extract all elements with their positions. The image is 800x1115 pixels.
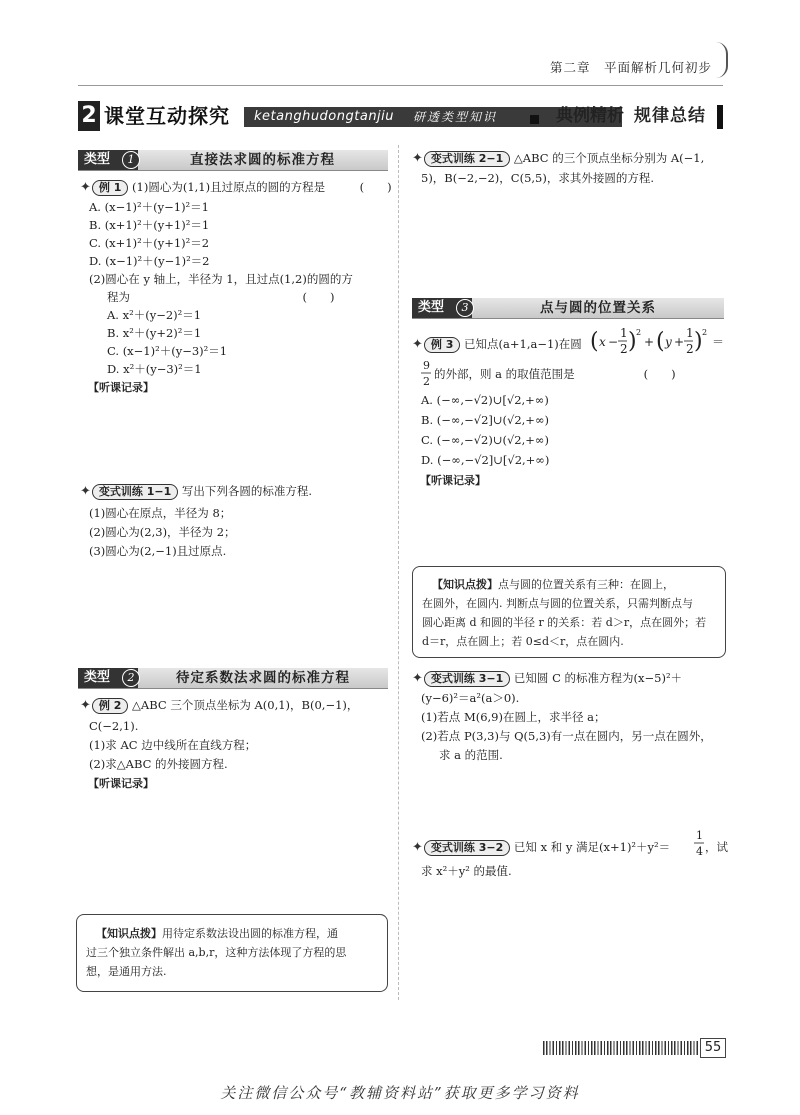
training21-tag: 变式训练 2−1 — [424, 151, 510, 167]
star-icon: ✦ — [80, 180, 91, 195]
example3-option-a: A. (−∞,−√2)∪[√2,+∞) — [421, 393, 549, 407]
example3-tag: 例 3 — [424, 337, 460, 353]
example2-line3: (1)求 AC 边中线所在直线方程； — [89, 738, 257, 752]
svg-text:(: ( — [590, 329, 599, 354]
star-icon: ✦ — [412, 151, 423, 166]
example1-record: 【听课记录】 — [88, 381, 154, 394]
example3-circle-equation — [590, 326, 730, 360]
example3-option-d: D. (−∞,−√2]∪[√2,+∞) — [421, 453, 550, 467]
svg-text:−: − — [608, 335, 619, 349]
star-icon: ✦ — [412, 337, 423, 352]
star-icon: ✦ — [80, 698, 91, 713]
example1-option-d: D. (x−1)²＋(y−1)²＝2 — [89, 254, 210, 268]
type2-title: 待定系数法求圆的标准方程 — [176, 670, 350, 686]
banner-pinyin: ketanghudongtanjiu — [254, 109, 395, 124]
banner-number: 2 — [78, 101, 100, 131]
example2-tag: 例 2 — [92, 698, 128, 714]
type2-number: 2 — [122, 669, 140, 687]
training21-line1: △ABC 的三个顶点坐标分别为 A(−1, — [513, 151, 705, 165]
svg-text:): ) — [694, 329, 703, 354]
training31-line2: (y−6)²＝a²(a＞0). — [421, 691, 520, 705]
svg-text:+: + — [674, 335, 685, 349]
half-den-1: 2 — [620, 342, 628, 356]
training31-line1: 已知圆 C 的标准方程为(x−5)²＋ — [513, 671, 683, 685]
training11-heading — [80, 483, 312, 500]
example2-record: 【听课记录】 — [88, 777, 154, 790]
type3-number: 3 — [456, 299, 474, 317]
type2-tag: 类型 — [78, 668, 138, 688]
training32-heading — [412, 839, 670, 856]
training32-fraction — [693, 828, 705, 860]
training31-line4: (2)若点 P(3,3)与 Q(5,3)有一点在圆内，另一点在圆外， — [421, 729, 712, 743]
example1-q2-line2: 程为 ( ) — [107, 290, 335, 304]
example3-heading — [412, 336, 582, 353]
example3-record: 【听课记录】 — [420, 474, 486, 487]
banner-subtitle: 研透类型知识 — [413, 110, 498, 124]
svg-text:): ) — [628, 329, 637, 354]
svg-text:y: y — [665, 335, 672, 349]
banner-square-icon — [530, 115, 539, 124]
example1-q2-option-c: C. (x−1)²＋(y−3)²＝1 — [107, 344, 228, 358]
equals-sign: ＝ — [712, 335, 725, 349]
knowledge-right-tag: 【知识点拨】 — [432, 578, 498, 591]
training11-question: 写出下列各圆的标准方程. — [181, 484, 313, 498]
banner-end-bar — [717, 105, 723, 129]
banner-title: 课堂互动探究 — [104, 104, 230, 128]
training32-tag: 变式训练 3−2 — [424, 840, 510, 856]
type3-tag: 类型 — [412, 298, 472, 318]
frac-4: 4 — [696, 845, 703, 858]
chapter-title: 第二章 平面解析几何初步 — [549, 60, 712, 75]
type1-title: 直接法求圆的标准方程 — [190, 152, 335, 168]
star-icon: ✦ — [412, 840, 423, 855]
svg-text:2: 2 — [702, 328, 708, 337]
training32-line2: 求 x²＋y² 的最值. — [421, 864, 512, 878]
example3-line2: 的外部，则 a 的取值范围是 ( ) — [434, 367, 676, 381]
training31-heading — [412, 670, 682, 687]
example1-tag: 例 1 — [92, 180, 128, 196]
training11-item1: (1)圆心在原点，半径为 8； — [89, 506, 232, 520]
header-rule — [78, 85, 723, 86]
half-num-1: 1 — [620, 326, 628, 340]
knowledge-right-line3: 圆心距离 d 和圆的半径 r 的关系：若 d＞r，点在圆外；若 — [422, 616, 707, 629]
example1-q2-option-d: D. x²＋(y−3)²＝1 — [107, 362, 202, 376]
example3-option-c: C. (−∞,−√2)∪(√2,+∞) — [421, 433, 549, 447]
knowledge-left-line2: 过三个独立条件解出 a,b,r，这种方法体现了方程的思 — [86, 946, 347, 959]
star-icon: ✦ — [412, 671, 423, 686]
svg-text:x: x — [599, 335, 606, 349]
knowledge-right-line1: 【知识点拨】点与圆的位置关系有三种：在圆上， — [432, 578, 674, 591]
knowledge-left-line1: 【知识点拨】用待定系数法设出圆的标准方程，通 — [96, 927, 338, 940]
footer-note: 关注微信公众号“教辅资料站”获取更多学习资料 — [220, 1084, 580, 1102]
frac-1: 1 — [696, 829, 703, 842]
svg-text:(: ( — [656, 329, 665, 354]
training31-line5: 求 a 的范围. — [439, 748, 503, 762]
example1-q1: (1)圆心为(1,1)且过原点的圆的方程是 ( ) — [132, 180, 392, 194]
example1-q2-option-b: B. x²＋(y+2)²＝1 — [107, 326, 202, 340]
type3-bar — [412, 298, 724, 319]
star-icon: ✦ — [80, 484, 91, 499]
example1-option-a: A. (x−1)²＋(y−1)²＝1 — [89, 200, 209, 214]
example1-option-c: C. (x+1)²＋(y+1)²＝2 — [89, 236, 210, 250]
example2-line1: △ABC 三个顶点坐标为 A(0,1)，B(0,−1)， — [132, 698, 359, 712]
section-banner — [78, 101, 723, 131]
half-num-2: 1 — [686, 326, 694, 340]
type3-title: 点与圆的位置关系 — [540, 300, 656, 316]
example2-line4: (2)求△ABC 的外接圆方程. — [89, 757, 228, 771]
training31-tag: 变式训练 3−1 — [424, 671, 510, 687]
example1-heading — [80, 179, 392, 196]
type1-tag: 类型 — [78, 150, 138, 170]
training31-line3: (1)若点 M(6,9)在圆上，求半径 a； — [421, 710, 606, 724]
frac-2: 2 — [423, 375, 430, 388]
knowledge-right-line4: d＝r，点在圆上；若 0≤d＜r，点在圆内. — [422, 635, 624, 648]
training32-line1: 已知 x 和 y 满足(x+1)²＋y²＝ — [513, 840, 671, 854]
column-divider — [398, 145, 399, 1000]
page-number-stripe — [543, 1041, 703, 1055]
banner-tag-summary: 规律总结 — [634, 106, 706, 126]
knowledge-right-line2: 在圆外，在圆内. 判断点与圆的位置关系，只需判断点与 — [422, 597, 693, 610]
example3-line1: 已知点(a+1,a−1)在圆 — [464, 337, 582, 351]
svg-text:+: + — [644, 335, 655, 349]
svg-text:2: 2 — [636, 328, 642, 337]
frac-9: 9 — [423, 359, 430, 372]
example3-radius-fraction — [420, 358, 434, 390]
training32-line1-tail: ，试 — [705, 840, 728, 854]
training21-heading — [412, 150, 704, 167]
training11-item3: (3)圆心为(2,−1)且过原点. — [89, 544, 227, 558]
example3-option-b: B. (−∞,−√2]∪(√2,+∞) — [421, 413, 550, 427]
type1-number: 1 — [122, 151, 140, 169]
half-den-2: 2 — [686, 342, 694, 356]
knowledge-left-tag: 【知识点拨】 — [96, 927, 162, 940]
example1-q2-option-a: A. x²＋(y−2)²＝1 — [107, 308, 202, 322]
example1-q2-line1: (2)圆心在 y 轴上，半径为 1，且过点(1,2)的圆的方 — [89, 272, 353, 286]
example2-line2: C(−2,1). — [89, 719, 139, 733]
example1-option-b: B. (x+1)²＋(y+1)²＝1 — [89, 218, 210, 232]
banner-tag-examples: 典例精析 — [556, 106, 624, 126]
example2-heading — [80, 697, 358, 714]
page-number: 55 — [700, 1038, 726, 1058]
type2-bar — [78, 668, 388, 689]
knowledge-left-line3: 想，是通用方法. — [86, 965, 167, 978]
training21-line2: 5)，B(−2,−2)，C(5,5)，求其外接圆的方程. — [421, 171, 655, 185]
training11-tag: 变式训练 1−1 — [92, 484, 178, 500]
type1-bar — [78, 150, 388, 171]
training11-item2: (2)圆心为(2,3)，半径为 2； — [89, 525, 236, 539]
chapter-bracket — [716, 42, 728, 78]
